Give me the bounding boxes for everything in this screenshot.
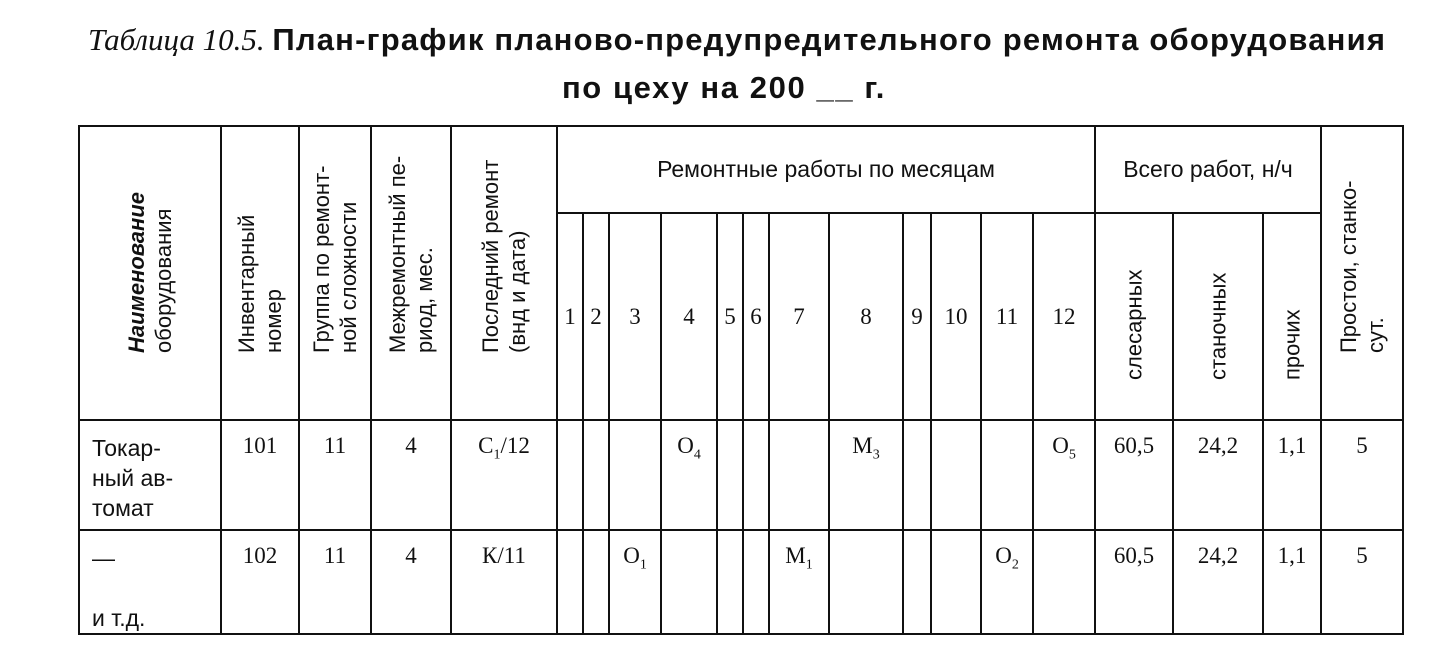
table-title-line-2: по цеху на 200 __ г. (561, 70, 887, 105)
month-cell (743, 420, 769, 530)
cell-subscript: 1 (805, 557, 813, 573)
month-cell (661, 530, 717, 634)
month-cell (981, 420, 1033, 530)
month-cell (557, 530, 583, 634)
month-header: 1 (557, 213, 583, 420)
cell-subscript: 5 (1068, 447, 1076, 463)
header-last-repair-line-1: Последний ремонт (478, 159, 503, 353)
header-last-repair-line-2: (внд и дата) (505, 230, 530, 353)
month-cell (903, 420, 931, 530)
equipment-name-line: Токар- (92, 435, 161, 461)
header-name-line-1: Наименование (124, 192, 149, 353)
other-total-cell: 1,1 (1263, 420, 1321, 530)
group-cell: 11 (299, 530, 371, 634)
month-cell (743, 530, 769, 634)
month-header: 2 (583, 213, 609, 420)
downtime-cell: 5 (1321, 420, 1403, 530)
month-header: 5 (717, 213, 743, 420)
inventory-cell: 101 (221, 420, 299, 530)
month-header: 10 (931, 213, 981, 420)
machine-total-cell: 24,2 (1173, 530, 1263, 634)
header-name-line-2: оборудования (151, 208, 176, 353)
month-cell (829, 530, 903, 634)
maintenance-schedule-table (78, 125, 1404, 635)
interval-cell: 4 (371, 420, 451, 530)
header-downtime-line-2: сут. (1363, 317, 1388, 353)
cell-main-text: M (785, 543, 806, 568)
month-cell (583, 530, 609, 634)
month-header: 4 (661, 213, 717, 420)
month-cell (931, 530, 981, 634)
cell-main-text: M (852, 433, 873, 458)
equipment-name-line: томат (92, 495, 154, 521)
other-total-cell: 1,1 (1263, 530, 1321, 634)
header-total-works: Всего работ, н/ч (1095, 126, 1321, 213)
header-inventory (221, 126, 299, 420)
table-row (79, 420, 1403, 530)
inventory-cell: 102 (221, 530, 299, 634)
caption-line-1 (88, 22, 1386, 58)
month-header: 8 (829, 213, 903, 420)
header-monthly-works: Ремонтные работы по месяцам (557, 126, 1095, 213)
month-header: 3 (609, 213, 661, 420)
header-group-line-2: ной сложности (336, 201, 361, 353)
header-interval-line-2: риод, мес. (412, 247, 437, 353)
month-header: 12 (1033, 213, 1095, 420)
month-cell (981, 530, 1033, 634)
header-machine-label: станочных (1205, 272, 1231, 380)
month-header: 6 (743, 213, 769, 420)
equipment-name-line: — (92, 545, 115, 571)
header-other-works (1263, 213, 1321, 420)
month-cell (609, 420, 661, 530)
month-header: 7 (769, 213, 829, 420)
fitter-total-cell: 60,5 (1095, 530, 1173, 634)
cell-main-text: O (1052, 433, 1069, 458)
header-group (299, 126, 371, 420)
header-machine-works (1173, 213, 1263, 420)
cell-main-text: O (677, 433, 694, 458)
month-cell (1033, 530, 1095, 634)
group-cell: 11 (299, 420, 371, 530)
header-inventory-line-2: номер (261, 289, 286, 353)
equipment-name-cell (79, 420, 221, 530)
header-interval (371, 126, 451, 420)
equipment-name-line: и т.д. (92, 605, 146, 631)
header-group-line-1: Группа по ремонт- (309, 165, 334, 353)
cell-main-text: O (995, 543, 1012, 568)
header-inventory-line-1: Инвентарный (234, 214, 259, 353)
fitter-total-cell: 60,5 (1095, 420, 1173, 530)
header-downtime-line-1: Простои, станко- (1336, 180, 1361, 353)
equipment-name-line: ный ав- (92, 465, 174, 491)
table-row (79, 530, 1403, 634)
header-last-repair (451, 126, 557, 420)
month-cell (903, 530, 931, 634)
equipment-name-line (92, 573, 220, 603)
month-cell (717, 530, 743, 634)
table-label: Таблица 10.5. (88, 22, 265, 57)
cell-subscript: 4 (693, 447, 701, 463)
header-other-label: прочих (1279, 309, 1305, 380)
interval-cell: 4 (371, 530, 451, 634)
cell-main-text: C (478, 433, 494, 458)
cell-main-text: К/11 (482, 543, 526, 568)
month-header: 9 (903, 213, 931, 420)
cell-subscript: 1 (639, 557, 647, 573)
cell-subscript: 3 (872, 447, 880, 463)
month-cell (769, 420, 829, 530)
last-repair-cell (451, 420, 557, 530)
header-name (79, 126, 221, 420)
header-downtime (1321, 126, 1403, 420)
month-header: 11 (981, 213, 1033, 420)
month-cell (931, 420, 981, 530)
equipment-name-cell (79, 530, 221, 634)
header-row-1 (79, 126, 1403, 213)
machine-total-cell: 24,2 (1173, 420, 1263, 530)
month-cell (661, 420, 717, 530)
month-cell (557, 420, 583, 530)
last-repair-cell (451, 530, 557, 634)
month-cell (1033, 420, 1095, 530)
table-title: План-график планово-предупредительного ремонта оборудования (272, 22, 1387, 57)
header-fitter-works (1095, 213, 1173, 420)
downtime-cell: 5 (1321, 530, 1403, 634)
month-cell (583, 420, 609, 530)
header-fitter-label: слесарных (1121, 269, 1147, 380)
month-cell (769, 530, 829, 634)
month-cell (717, 420, 743, 530)
cell-subscript: 2 (1011, 557, 1019, 573)
cell-subscript: 1 (493, 447, 501, 463)
cell-main-text: O (623, 543, 640, 568)
month-cell (829, 420, 903, 530)
header-interval-line-1: Межремонтный пе- (385, 155, 410, 353)
cell-tail-text: /12 (500, 433, 530, 458)
month-cell (609, 530, 661, 634)
